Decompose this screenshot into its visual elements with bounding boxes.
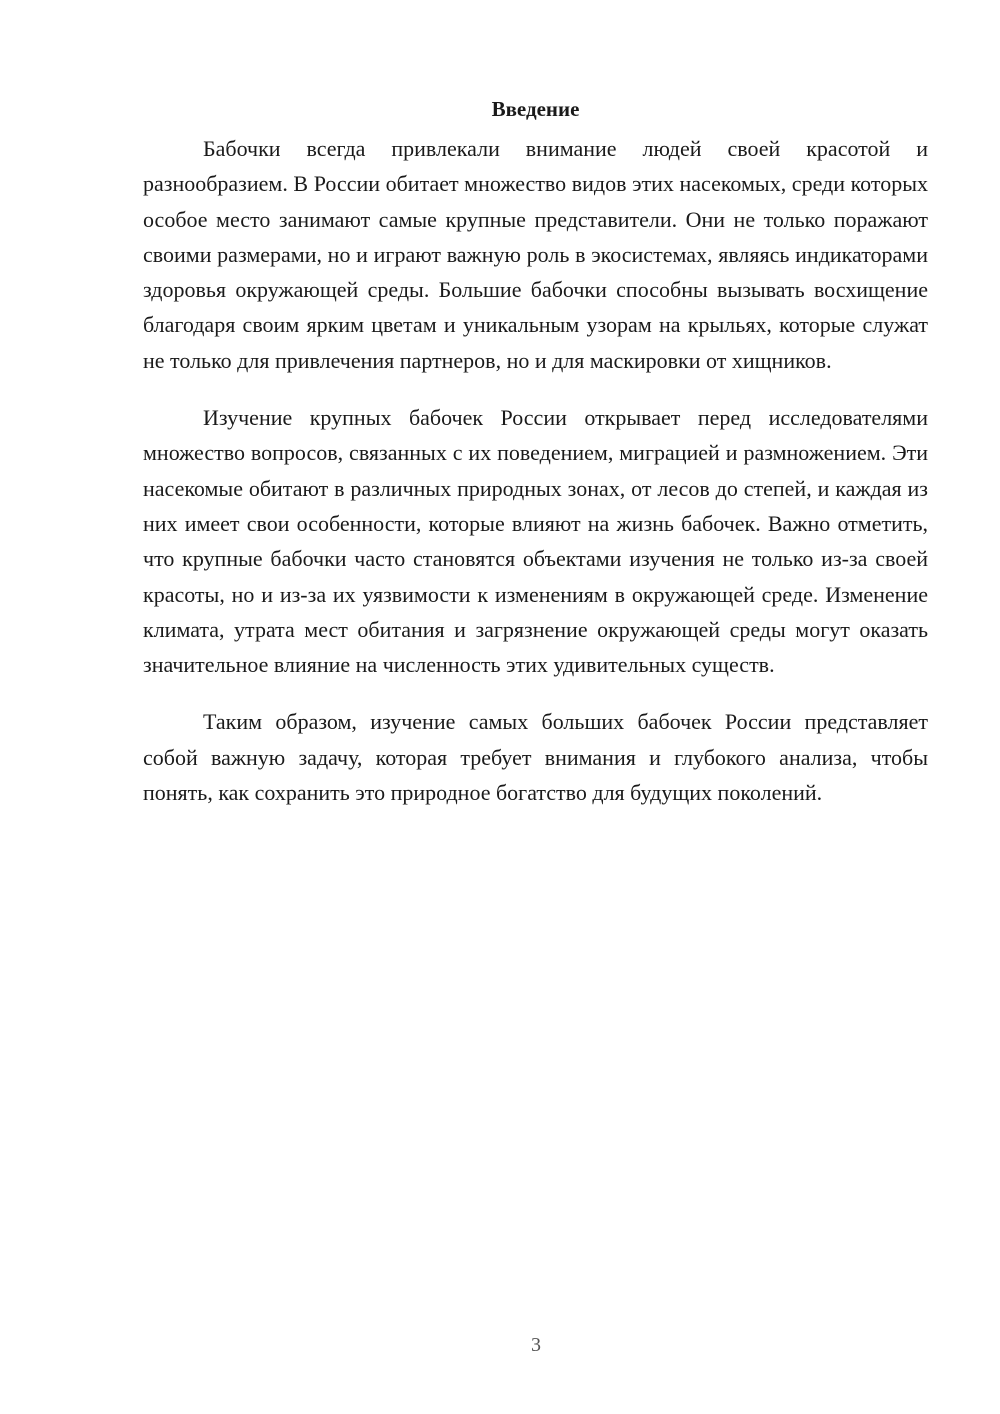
paragraph-intro: Бабочки всегда привлекали внимание людей своей красотой и разнообразием. В России обитает множество видов этих насекомых, среди которых особое место занимают самые крупные представители. Они не только поражают своими размерами, но и играют важную роль в экосистемах, являясь индикаторами здоровья окружающей среды. Большие бабочки способны вызывать восхищение благодаря своим ярким цветам и уникальным узорам на крыльях, которые служат не только для привлечения партнеров, но и для маскировки от хищников.	[143, 136, 928, 373]
paragraph-research: Изучение крупных бабочек России открывает перед исследователями множество вопросов, связанных с их поведением, миграцией и размножением. Эти насекомые обитают в различных природных зонах, от лесов до степей, и каждая из них имеет свои особенности, которые влияют на жизнь бабочек. Важно отметить, что крупные бабочки часто становятся объектами изучения не только из-за своей красоты, но и из-за их уязвимости к изменениям в окружающей среде. Изменение климата, утрата мест обитания и загрязнение окружающей среды могут оказать значительное влияние на численность этих удивительных существ.	[143, 405, 928, 678]
page-content	[143, 92, 928, 832]
paragraph-conclusion: Таким образом, изучение самых больших бабочек России представляет собой важную задачу, которая требует внимания и глубокого анализа, чтобы понять, как сохранить это природное богатство для будущих поколений.	[143, 709, 928, 806]
page-number: 3	[531, 1334, 541, 1356]
section-heading: Введение	[491, 97, 580, 121]
